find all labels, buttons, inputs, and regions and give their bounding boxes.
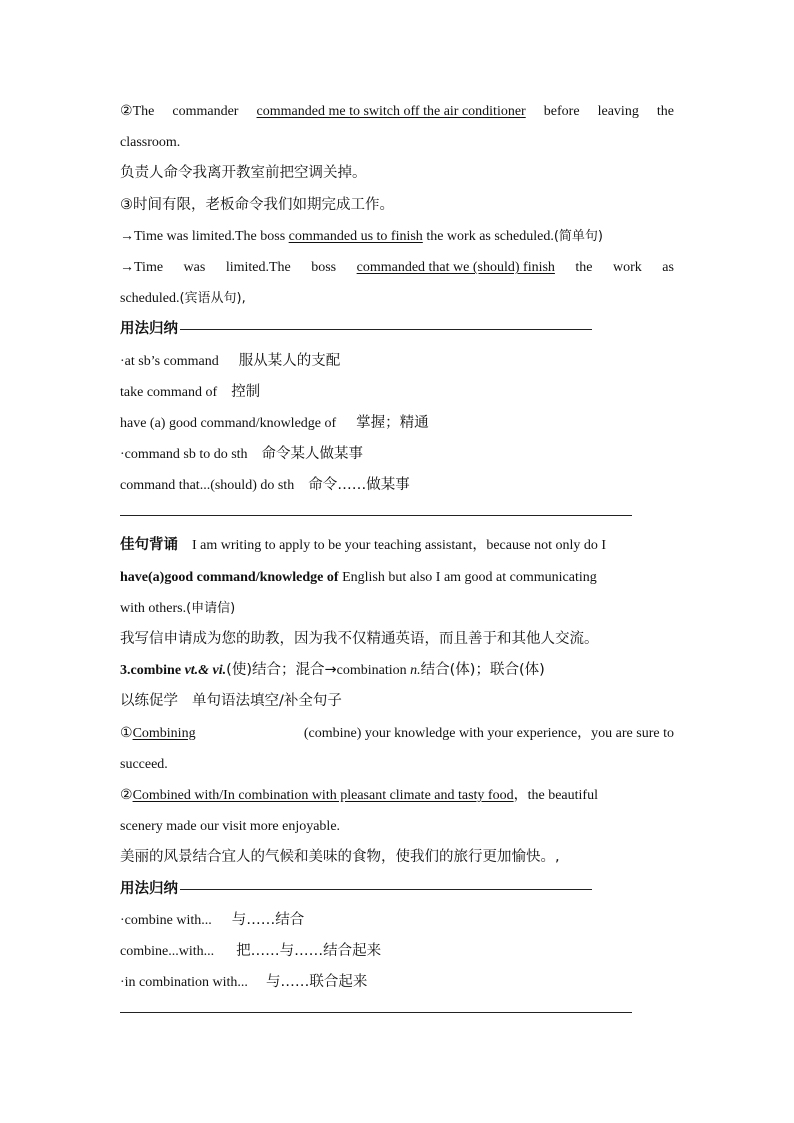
usage-item: ·at sb’s command 服从某人的支配 <box>120 352 341 369</box>
document-page <box>120 96 674 1027</box>
practice-q1-line-2: succeed. <box>120 756 168 772</box>
good-sentence-label: 佳句背诵 <box>120 537 178 554</box>
sentence-2-line-1: ②The commander commanded me to switch off the air conditioner before leaving the <box>120 96 674 127</box>
practice-q2-translation: 美丽的风景结合宜人的气候和美味的食物，使我们的旅行更加愉快。, <box>120 849 560 866</box>
sentence-3-answer-2: →Time was limited.The boss commanded that we (should) finish the work as <box>120 252 674 283</box>
usage-heading-2: 用法归纳 <box>120 874 674 905</box>
section-divider <box>120 1012 632 1013</box>
answer-blank: commanded that we (should) finish <box>356 259 555 275</box>
answer-blank: commanded us to finish <box>288 228 423 244</box>
sentence-2-translation: 负责人命令我离开教室前把空调关掉。 <box>120 165 367 182</box>
good-sentence-translation: 我写信申请成为您的助教，因为我不仅精通英语，而且善于和其他人交流。 <box>120 631 599 647</box>
section-divider <box>120 515 632 516</box>
vocab-word: combine <box>130 663 182 679</box>
good-sentence-line-2: have(a)good command/knowledge of English but also I am good at communicating <box>120 569 597 585</box>
usage-heading-1: 用法归纳 <box>120 314 674 345</box>
sentence-3-answer-2-cont: scheduled.(宾语从句), <box>120 291 246 307</box>
usage-item: take command of 控制 <box>120 383 261 400</box>
usage-item: combine...with... 把……与……结合起来 <box>120 942 382 959</box>
answer-blank: Combined with/In combination with pleasant climate and tasty food <box>132 787 514 803</box>
answer-blank: commanded me to switch off the air conditioner <box>256 104 526 119</box>
good-sentence-line-1: 佳句背诵 I am writing to apply to be your teaching assistant，because not only do I <box>120 537 607 554</box>
usage-item: ·in combination with... 与……联合起来 <box>120 974 368 991</box>
usage-item: command that...(should) do sth 命令……做某事 <box>120 477 410 494</box>
heading-rule <box>180 329 592 330</box>
sentence-3-prompt: ③时间有限，老板命令我们如期完成工作。 <box>120 196 394 213</box>
answer-blank: Combining <box>132 725 196 741</box>
sentence-2-line-2: classroom. <box>120 135 181 151</box>
practice-q2-line-2: scenery made our visit more enjoyable. <box>120 819 341 835</box>
usage-item: ·command sb to do sth 命令某人做某事 <box>120 446 364 463</box>
good-sentence-line-3: with others.(申请信) <box>120 600 236 616</box>
sentence-3-answer-1: →Time was limited.The boss commanded us to finish the work as scheduled.(简单句) <box>120 228 603 244</box>
sentence-number: ② <box>120 104 133 119</box>
practice-heading: 以练促学 单句语法填空/补全句子 <box>120 693 342 710</box>
practice-q1-line-1: ①Combining (combine) your knowledge with your experience，you are sure to <box>120 725 674 741</box>
practice-q2-line-1: ②Combined with/In combination with pleasant climate and tasty food，the beautiful <box>120 787 598 803</box>
vocab-entry-combine: 3.combine vt.& vi.(使)结合；混合→combination n.结合(体)；联合(体) <box>120 662 545 679</box>
heading-rule <box>180 889 592 890</box>
usage-item: ·combine with... 与……结合 <box>120 911 305 928</box>
usage-item: have (a) good command/knowledge of 掌握；精通 <box>120 414 429 431</box>
